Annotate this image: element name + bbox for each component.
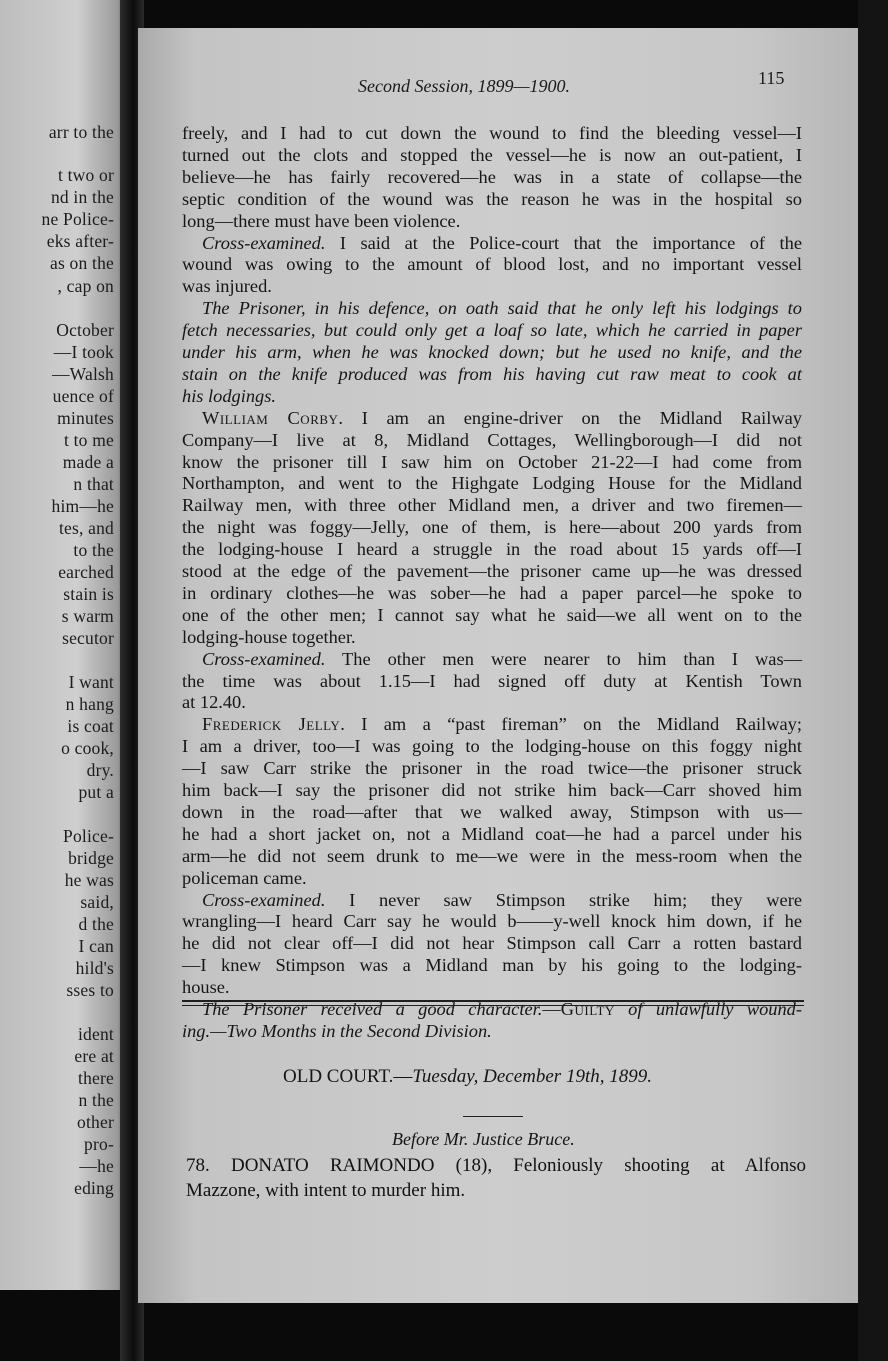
left-page-line: eding (74, 1178, 114, 1198)
text-line (182, 847, 802, 865)
left-page-line: earched (58, 562, 114, 582)
text-line (182, 934, 802, 952)
short-divider (463, 1116, 523, 1117)
left-page-line: Police- (63, 826, 114, 846)
left-page-line: o cook, (61, 738, 114, 758)
text-segment: — (542, 999, 561, 1019)
text-segment: know the prisoner till I saw him on October 21-22—I had come from (182, 451, 802, 472)
text-segment: turned out the clots and stopped the vessel—he is now an out-patient, I (182, 144, 802, 165)
text-line (182, 146, 802, 164)
text-segment: policeman came. (182, 867, 307, 888)
text-segment: the night was foggy—Jelly, one of them, is here—about 200 yards from (182, 517, 802, 538)
text-line (202, 1000, 802, 1018)
text-segment: lodging-house together. (182, 626, 356, 647)
left-page-line: eks after- (46, 231, 114, 251)
left-page-line: s warm (61, 606, 114, 626)
text-line (182, 869, 802, 887)
text-segment: he had a short jacket on, not a Midland coat—he had a parcel under his (182, 823, 802, 844)
left-page-line: d the (78, 914, 114, 934)
text-segment: of unlawfully wound- (614, 999, 802, 1019)
left-page-line: secutor (62, 628, 114, 648)
text-line (182, 212, 802, 230)
text-segment: believe—he has fairly recovered—he was in a state of collapse—the (182, 166, 802, 187)
text-line (182, 562, 802, 580)
text-segment: Frederick Jelly (202, 714, 341, 735)
left-page-line: ne Police- (41, 209, 114, 229)
text-segment: Company—I live at 8, Midland Cottages, Wellingborough—I did not (182, 429, 802, 450)
text-segment: ing.—Two Months in the Second Division. (182, 1020, 492, 1041)
text-line (182, 387, 802, 405)
left-page-line: put a (78, 782, 114, 802)
case-title-line-1: 78. DONATO RAIMONDO (18), Feloniously shooting at Alfonso (186, 1155, 806, 1176)
text-segment: stood at the edge of the pavement—the prisoner came up—he was dressed (182, 561, 802, 581)
text-segment: —I knew Stimpson was a Midland man by his going to the lodging- (182, 955, 802, 976)
text-line (202, 409, 802, 427)
left-page-line: as on the (49, 253, 114, 273)
text-line (182, 321, 802, 339)
text-segment: I am a driver, too—I was going to the lodging-house on this foggy night (182, 736, 802, 757)
left-page-line: I can (78, 936, 114, 956)
left-page-line: arr to the (48, 122, 114, 142)
text-line (202, 299, 802, 317)
text-line (182, 584, 802, 602)
text-line (182, 518, 802, 536)
left-page-fragment (0, 0, 128, 1290)
text-segment: was injured. (182, 276, 272, 297)
case-title-line-2: Mazzone, with intent to murder him. (186, 1180, 466, 1201)
text-line (182, 606, 802, 624)
text-line (182, 628, 802, 646)
text-line (202, 650, 802, 668)
left-page-line: nd in the (50, 187, 114, 207)
left-page-line: there (78, 1068, 114, 1088)
text-segment: Northampton, and went to the Highgate Lodging House for the Midland (182, 473, 802, 494)
left-page-line: October (56, 320, 114, 340)
text-segment: Guilty (560, 999, 615, 1019)
text-segment: house. (182, 977, 230, 998)
left-page-line: —he (79, 1156, 114, 1176)
text-segment: septic condition of the wound was the reason he was in the hospital so (182, 188, 802, 209)
text-line (182, 672, 802, 690)
text-line (182, 693, 802, 711)
text-line (182, 825, 802, 843)
text-line (182, 912, 802, 930)
text-segment: freely, and I had to cut down the wound to find the bleeding vessel—I (182, 123, 802, 143)
left-page-line: t two or (57, 165, 114, 185)
text-line (182, 803, 802, 821)
left-page-line: n the (78, 1090, 114, 1110)
text-line (182, 737, 802, 755)
text-line (182, 1022, 802, 1040)
text-line (182, 956, 802, 974)
text-segment: William Corby (202, 407, 339, 428)
section-divider-bottom (182, 1005, 804, 1006)
text-segment: at 12.40. (182, 692, 246, 713)
left-page-line: him—he (51, 496, 114, 516)
left-page-line: , cap on (57, 276, 114, 296)
left-page-line: minutes (57, 408, 114, 428)
text-segment: Cross-examined. (202, 648, 326, 669)
text-line (182, 496, 802, 514)
left-page-line: is coat (67, 716, 114, 736)
court-heading (283, 1066, 652, 1088)
text-segment: The Prisoner received a good character. (202, 999, 543, 1019)
left-page-line: ident (78, 1024, 114, 1044)
text-line (182, 431, 802, 449)
left-page-line: ere at (74, 1046, 114, 1066)
text-line (182, 365, 802, 383)
left-page-line: other (77, 1112, 114, 1132)
left-page-line: n that (73, 474, 114, 494)
text-line (182, 168, 802, 186)
text-segment: . I am a “past fireman” on the Midland Railway; (340, 714, 802, 735)
text-line (182, 255, 802, 273)
left-page-line: he was (64, 870, 114, 890)
left-page-line: made a (62, 452, 114, 472)
text-line (182, 277, 802, 295)
left-page-line: tes, and (58, 518, 114, 538)
left-page-line: to the (73, 540, 114, 560)
text-line (202, 715, 802, 733)
text-segment: the lodging-house I heard a struggle in the road about 15 yards off—I (182, 539, 802, 560)
text-segment: wound was owing to the amount of blood lost, and no important vessel (182, 254, 802, 275)
text-line (182, 474, 802, 492)
scan-edge (858, 0, 888, 1361)
text-line (202, 891, 802, 909)
court-date: Tuesday, December 19th, 1899. (412, 1066, 652, 1087)
text-segment: . I am an engine-driver on the Midland Railway (338, 407, 802, 428)
text-segment: wrangling—I heard Carr say he would b——y-well knock him down, if he (182, 911, 802, 932)
left-page-line: said, (80, 892, 114, 912)
text-segment: —I saw Carr strike the prisoner in the road twice—the prisoner struck (182, 758, 802, 779)
text-line (182, 759, 802, 777)
text-segment: him back—I say the prisoner did not strike him back—Carr shoved him (182, 780, 802, 800)
left-page-line: uence of (52, 386, 114, 406)
left-page-line: dry. (86, 760, 114, 780)
text-segment: in ordinary clothes—he was sober—he had a paper parcel—he spoke to (182, 582, 802, 603)
left-page-line: stain is (63, 584, 114, 604)
text-segment: I said at the Police-court that the importance of the (325, 232, 802, 253)
text-line (182, 978, 802, 996)
text-line (182, 124, 802, 142)
text-segment: arm—he did not seem drunk to me—we were in the mess-room when the (182, 845, 802, 866)
page-number: 115 (758, 68, 785, 88)
text-segment: the time was about 1.15—I had signed off duty at Kentish Town (182, 670, 802, 691)
left-page-line: t to me (63, 430, 114, 450)
text-line (182, 781, 802, 799)
left-page-line: sses to (66, 980, 114, 1000)
text-segment: under his arm, when he was knocked down; but he used no knife, and the (182, 342, 802, 362)
text-segment: fetch necessaries, but could only get a loaf so late, which he carried in paper (182, 320, 802, 341)
text-segment: Cross-examined. (202, 889, 326, 910)
left-page-line: bridge (68, 848, 114, 868)
left-page-line: pro- (84, 1134, 114, 1154)
text-segment: The Prisoner, in his defence, on oath said that he only left his lodgings to (202, 298, 802, 319)
text-segment: down in the road—after that we walked away, Stimpson with us— (182, 801, 802, 822)
text-line (182, 453, 802, 471)
text-line (182, 190, 802, 208)
left-page-line: —Walsh (51, 364, 114, 384)
text-segment: one of the other men; I cannot say what he said—we all went on to the (182, 604, 802, 625)
left-page-line: I want (68, 672, 114, 692)
judge-line: Before Mr. Justice Bruce. (392, 1129, 575, 1149)
text-segment: Cross-examined. (202, 232, 326, 253)
text-line (182, 343, 802, 361)
running-header: Second Session, 1899—1900. (358, 76, 570, 96)
text-segment: I never saw Stimpson strike him; they were (325, 889, 802, 910)
text-segment: stain on the knife produced was from his having cut raw meat to cook at (182, 363, 802, 384)
text-segment: he did not clear off—I did not hear Stimpson call Carr a rotten bastard (182, 933, 802, 954)
left-page-line: n hang (65, 694, 114, 714)
left-page-line: hild's (75, 958, 114, 978)
left-page-line: —I took (53, 342, 114, 362)
text-segment: long—there must have been violence. (182, 210, 461, 231)
text-segment: Railway men, with three other Midland men, a driver and two firemen— (182, 495, 802, 516)
court-name: OLD COURT.— (283, 1066, 413, 1087)
text-line (182, 540, 802, 558)
text-line (202, 234, 802, 252)
text-segment: his lodgings. (182, 385, 277, 406)
section-divider-top (182, 1000, 804, 1002)
text-segment: The other men were nearer to him than I was— (325, 648, 802, 669)
right-page (138, 28, 858, 1303)
